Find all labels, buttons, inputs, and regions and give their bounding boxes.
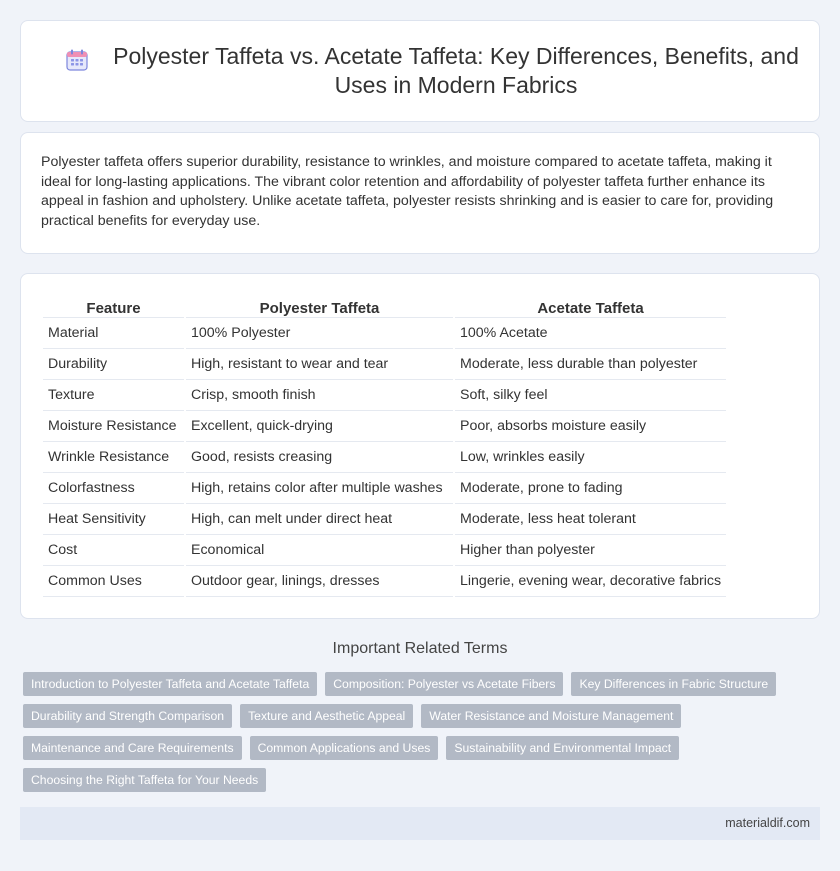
intro-paragraph: Polyester taffeta offers superior durability, resistance to wrinkles, and moisture compared to acetate taffeta, making it ideal for long-lasting applications. The vibrant color retention and affordability of polyester taffeta further enhance its appeal in fashion and upholstery. Unlike acetate taffeta, polyester resists shrinking and is easier to care for, providing practical benefits for everyday use. (41, 154, 774, 229)
header-card (20, 20, 820, 122)
feature-cell: Moisture Resistance (43, 411, 184, 442)
table-row (43, 566, 726, 597)
acetate-cell: Moderate, less durable than polyester (455, 349, 726, 380)
header-inner (21, 21, 819, 121)
feature-cell: Cost (43, 535, 184, 566)
related-terms-list (23, 672, 803, 792)
related-term-tag[interactable]: Durability and Strength Comparison (23, 704, 232, 728)
feature-cell: Wrinkle Resistance (43, 442, 184, 473)
feature-cell: Colorfastness (43, 473, 184, 504)
acetate-cell: 100% Acetate (455, 318, 726, 349)
table-row (43, 318, 726, 349)
feature-cell: Heat Sensitivity (43, 504, 184, 535)
feature-cell: Common Uses (43, 566, 184, 597)
footer (20, 807, 820, 840)
acetate-cell: Moderate, prone to fading (455, 473, 726, 504)
header-polyester: Polyester Taffeta (186, 296, 453, 318)
comparison-card (20, 273, 820, 619)
comparison-table (41, 296, 728, 597)
polyester-cell: 100% Polyester (186, 318, 453, 349)
polyester-cell: Excellent, quick-drying (186, 411, 453, 442)
related-term-tag[interactable]: Composition: Polyester vs Acetate Fibers (325, 672, 563, 696)
table-row (43, 411, 726, 442)
related-term-tag[interactable]: Texture and Aesthetic Appeal (240, 704, 413, 728)
polyester-cell: High, retains color after multiple washes (186, 473, 453, 504)
polyester-cell: Outdoor gear, linings, dresses (186, 566, 453, 597)
table-row (43, 442, 726, 473)
header-acetate: Acetate Taffeta (455, 296, 726, 318)
page-title: Polyester Taffeta vs. Acetate Taffeta: Key Differences, Benefits, and Uses in Modern Fabrics (113, 43, 799, 98)
acetate-cell: Poor, absorbs moisture easily (455, 411, 726, 442)
related-term-tag[interactable]: Maintenance and Care Requirements (23, 736, 242, 760)
polyester-cell: High, resistant to wear and tear (186, 349, 453, 380)
feature-cell: Durability (43, 349, 184, 380)
related-term-tag[interactable]: Key Differences in Fabric Structure (571, 672, 776, 696)
table-row (43, 349, 726, 380)
acetate-cell: Soft, silky feel (455, 380, 726, 411)
polyester-cell: Good, resists creasing (186, 442, 453, 473)
site-link[interactable]: materialdif.com (725, 816, 810, 830)
related-term-tag[interactable]: Water Resistance and Moisture Management (421, 704, 681, 728)
feature-cell: Texture (43, 380, 184, 411)
related-term-tag[interactable]: Choosing the Right Taffeta for Your Needs (23, 768, 266, 792)
polyester-cell: Crisp, smooth finish (186, 380, 453, 411)
acetate-cell: Higher than polyester (455, 535, 726, 566)
table-row (43, 504, 726, 535)
acetate-cell: Moderate, less heat tolerant (455, 504, 726, 535)
acetate-cell: Low, wrinkles easily (455, 442, 726, 473)
related-term-tag[interactable]: Introduction to Polyester Taffeta and Acetate Taffeta (23, 672, 317, 696)
related-term-tag[interactable]: Common Applications and Uses (250, 736, 439, 760)
table-row (43, 535, 726, 566)
table-row (43, 473, 726, 504)
polyester-cell: High, can melt under direct heat (186, 504, 453, 535)
feature-cell: Material (43, 318, 184, 349)
related-terms-heading: Important Related Terms (332, 640, 508, 657)
table-row (43, 380, 726, 411)
acetate-cell: Lingerie, evening wear, decorative fabrics (455, 566, 726, 597)
polyester-cell: Economical (186, 535, 453, 566)
intro-card (20, 132, 820, 254)
table-header-row (43, 296, 726, 318)
header-feature: Feature (43, 296, 184, 318)
related-term-tag[interactable]: Sustainability and Environmental Impact (446, 736, 679, 760)
